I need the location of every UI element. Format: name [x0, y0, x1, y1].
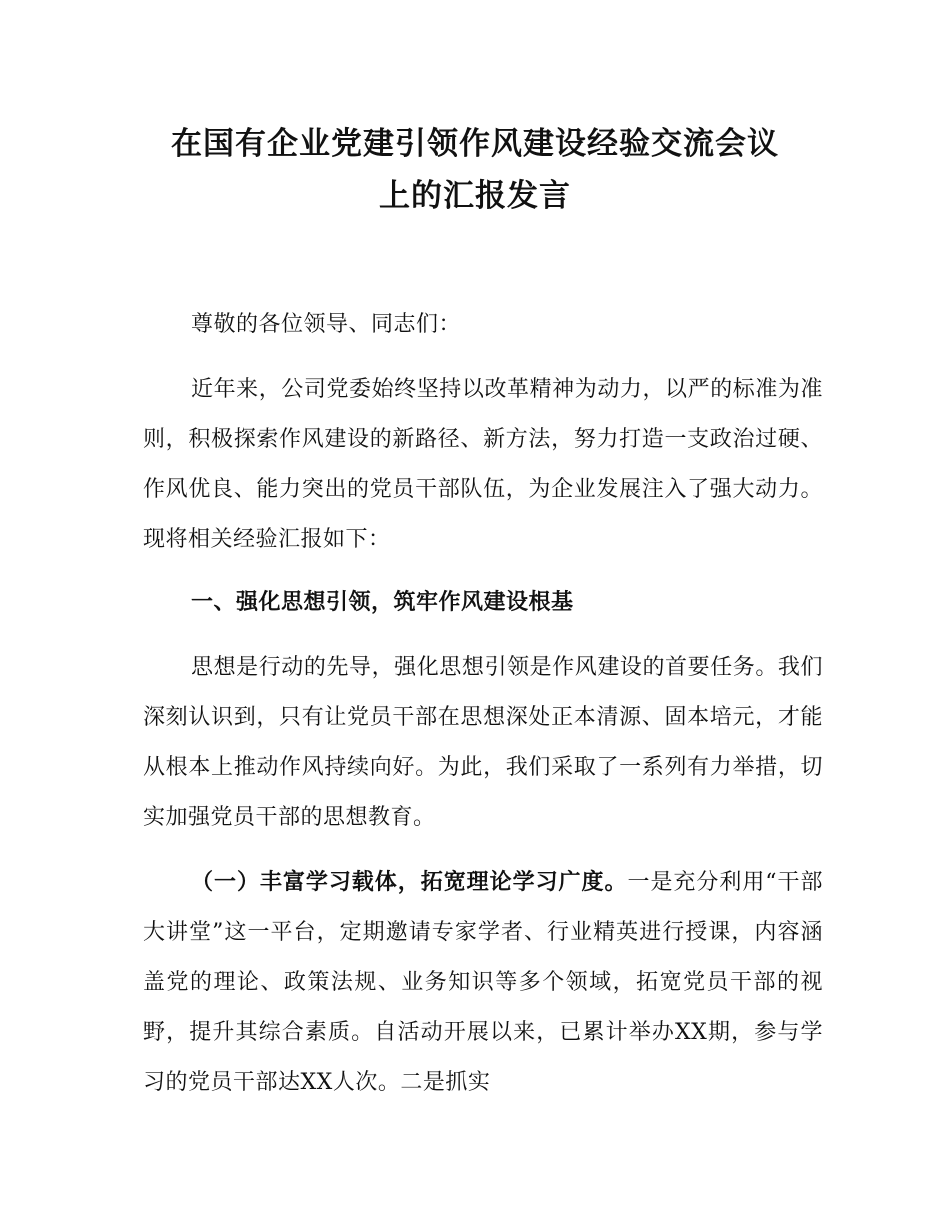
document-title-line-1: 在国有企业党建引领作风建设经验交流会议 [171, 126, 779, 162]
intro-paragraph: 近年来，公司党委始终坚持以改革精神为动力，以严的标准为准则，积极探索作风建设的新路径、新方法，努力打造一支政治过硬、作风优良、能力突出的党员干部队伍，为企业发展注入了强大动力。现将相关经验汇报如下： [143, 377, 823, 552]
document-title-line-2: 上的汇报发言 [379, 178, 571, 214]
subsection-1-body: 一是充分利用“干部大讲堂”这一平台，定期邀请专家学者、行业精英进行授课，内容涵盖党的理论、政策法规、业务知识等多个领域，拓宽党员干部的视野，提升其综合素质。自活动开展以来，已累计举办XX期，参与学习的党员干部达XX人次。二是抓实 [143, 870, 823, 1095]
subsection-1-paragraph [143, 858, 823, 1108]
section-1-paragraph: 思想是行动的先导，强化思想引领是作风建设的首要任务。我们深刻认识到，只有让党员干部在思想深处正本清源、固本培元，才能从根本上推动作风持续向好。为此，我们采取了一系列有力举措，切实加强党员干部的思想教育。 [143, 655, 823, 830]
section-1-heading: 一、强化思想引领，筑牢作风建设根基 [191, 590, 574, 615]
salutation: 尊敬的各位领导、同志们： [191, 312, 462, 337]
subsection-1-heading: （一）丰富学习载体，拓宽理论学习广度。 [191, 870, 628, 895]
